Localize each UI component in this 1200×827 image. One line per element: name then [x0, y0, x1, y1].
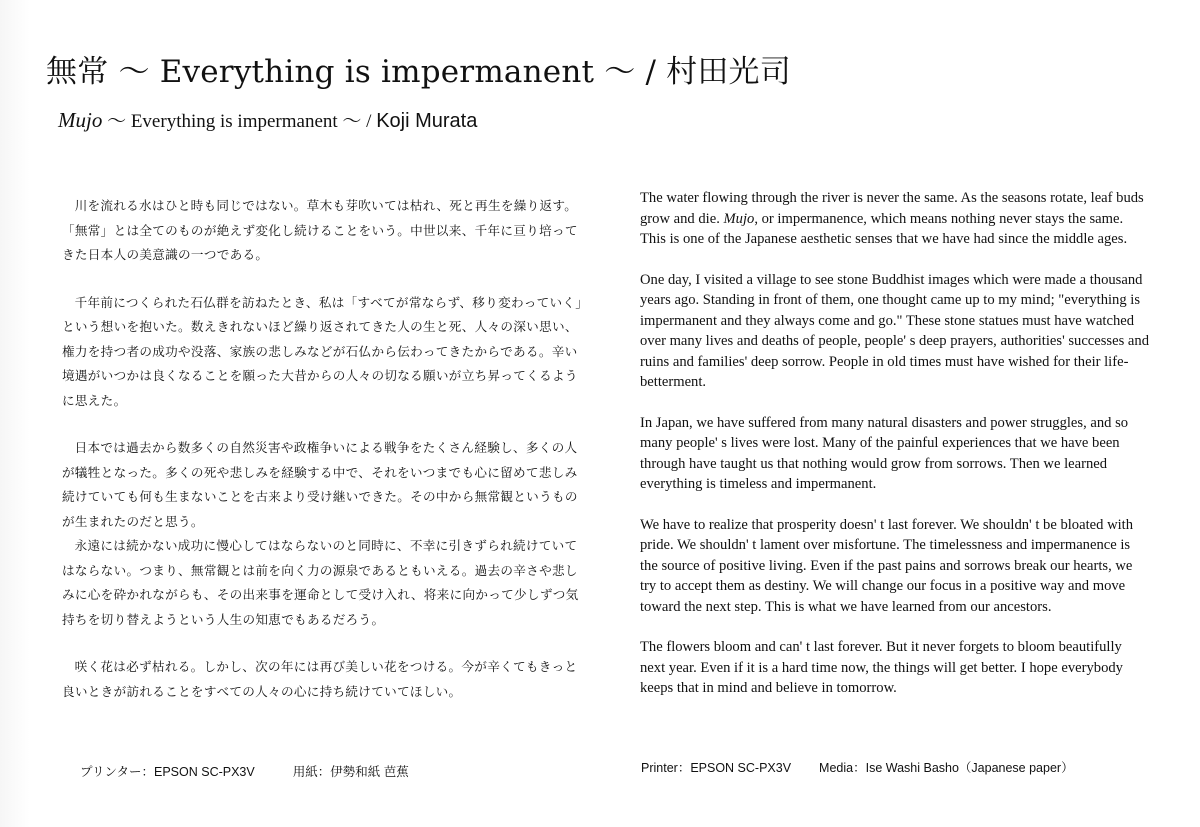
page-title: 無常 ～ Everything is impermanent ～ / 村田光司	[46, 54, 791, 90]
subtitle-mujo: Mujo	[58, 108, 103, 132]
en-printer-label: Printer：EPSON SC-PX3V	[641, 761, 792, 775]
subtitle-author: Koji Murata	[376, 110, 478, 132]
en-print-credits	[641, 758, 1074, 776]
en-paragraph-5: The flowers bloom and can' t last forever. But it never forgets to bloom beautifully next year. Even if it is a hard time now, the things will get better. I hope everybody keeps that in mind and believe in tomorrow.	[640, 639, 1123, 696]
en-paragraph-3: In Japan, we have suffered from many natural disasters and power struggles, and so many people' s lives were lost. Many of the painful experiences that we have been through have taught us that nothing would grow from sorrows. Then we learned everything is timeless and impermanent.	[640, 414, 1129, 492]
en-media-label: Media：Ise Washi Basho（Japanese paper）	[819, 761, 1074, 775]
english-text-column	[640, 188, 1150, 719]
jp-paragraph-4: 永遠には続かない成功に慢心してはならないのと同時に、不幸に引きずられ続けていてはならない。つまり、無常観とは前を向く力の源泉であるともいえる。過去の辛さや悲しみに心を砕かれながらも、その出来事を運命として受け入れ、将来に向かって少しずつ気持ちを切り替えようという人生の知恵でもあるだろう。	[62, 538, 579, 627]
jp-paragraph-1: 川を流れる水はひと時も同じではない。草木も芽吹いては枯れ、死と再生を繰り返す。「無常」とは全てのものが絶えず変化し続けることをいう。中世以来、千年に亘り培ってきた日本人の美意識の一つである。	[62, 198, 578, 262]
en-p1-part-b: , or impermanence, which means nothing never stays the same. This is one of the Japanese aesthetic senses that we have had since the middle ages.	[640, 210, 1128, 247]
subtitle-text: ～ Everything is impermanent ～ /	[102, 111, 377, 132]
en-paragraph-1	[640, 188, 1150, 250]
jp-printer-label: プリンター：EPSON SC-PX3V	[80, 765, 255, 779]
en-p1-part-a: The water flowing through the river is never the same. As the seasons rotate, leaf buds grow and die.	[640, 190, 1144, 227]
jp-paragraph-3: 日本では過去から数多くの自然災害や政権争いによる戦争をたくさん経験し、多くの人が犠牲となった。多くの死や悲しみを経験する中で、それをいつまでも心に留めて悲しみ続けていても何も生まないことを古来より受け継いできた。その中から無常観というものが生まれたのだと思う。	[62, 440, 578, 529]
en-paragraph-4: We have to realize that prosperity doesn' t last forever. We shouldn' t be bloated with pride. We shouldn' t lament over misfortune. The timelessness and impermanence is the source of positive living. Even if the past pains and sorrows break our hearts, we try to accept them as destiny. We will change our focus in a positive way and move toward the next step. This is what we have learned from our ancestors.	[640, 516, 1134, 615]
jp-print-credits	[80, 762, 409, 780]
japanese-text-column	[62, 194, 582, 727]
jp-paragraph-2: 千年前につくられた石仏群を訪ねたとき、私は「すべてが常ならず、移り変わっていく」という想いを抱いた。数えきれないほど繰り返されてきた人の生と死、人々の深い思い、権力を持つ者の成功や没落、家族の悲しみなどが石仏から伝わってきたからである。辛い境遇がいつかは良くなることを願った大昔からの人々の切なる願いが立ち昇ってくるように思えた。	[62, 294, 582, 408]
en-p1-mujo: Mujo	[723, 210, 755, 227]
page-subtitle	[58, 106, 477, 133]
jp-paragraph-5: 咲く花は必ず枯れる。しかし、次の年には再び美しい花をつける。今が辛くてもきっと良いときが訪れることをすべての人々の心に持ち続けていてほしい。	[62, 659, 578, 699]
en-paragraph-2: One day, I visited a village to see stone Buddhist images which were made a thousand years ago. Standing in front of them, one thought came up to my mind; "everything is impermanent and they always come and go." These stone statues must have watched over many lives and deaths of people, people' s deep prayers, authorities' successes and ruins and families' deep sorrow. People in old times must have wished for their life-betterment.	[640, 271, 1149, 390]
jp-media-label: 用紙：伊勢和紙 芭蕉	[292, 765, 409, 779]
